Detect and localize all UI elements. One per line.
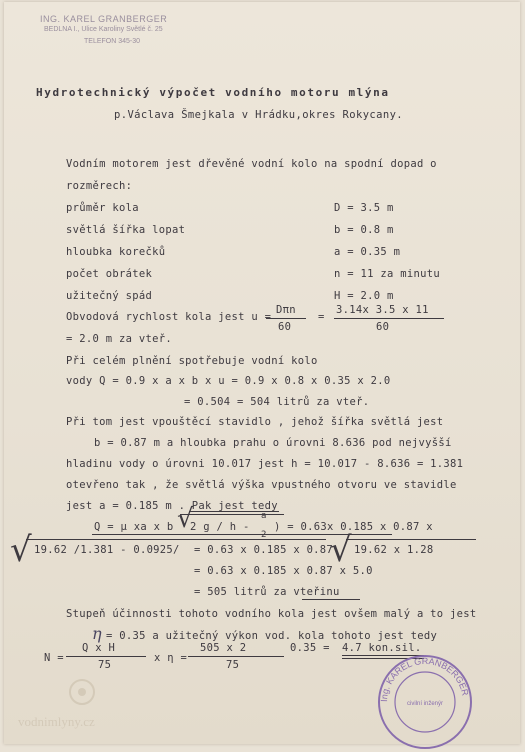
eq1-mid: 2 g / h - (190, 521, 250, 533)
eq3-line: = 0.63 x 0.185 x 0.87 x 5.0 (194, 565, 373, 577)
efficiency-line-1: Stupeň účinnosti tohoto vodního kola jest ovšem malý a to jest (66, 608, 477, 620)
spec-label: hloubka korečků (66, 246, 166, 258)
gate-line-5: jest a = 0.185 m . Pak jest tedy (66, 500, 278, 512)
spec-label: užitečný spád (66, 290, 153, 302)
document-subtitle: p.Václava Šmejkala v Hrádku,okres Rokycany. (114, 109, 404, 121)
sqrt-sign: √ (177, 504, 194, 534)
eta-symbol: η (92, 624, 102, 643)
spec-value: a = 0.35 m (334, 246, 401, 258)
eq2-part-c: 19.62 x 1.28 (354, 544, 434, 556)
spec-label: světlá šířka lopat (66, 224, 186, 236)
spec-value: n = 11 za minutu (334, 268, 440, 280)
eq1-frac-num: a (261, 511, 267, 521)
letterhead-address: BEDLNA I., Ulice Karoliny Světlé č. 25 (44, 26, 163, 33)
intro-line-1: Vodním motorem jest dřevěné vodní kolo na spodní dopad o (66, 158, 437, 170)
flow-line-2: vody Q = 0.9 x a x b x u = 0.9 x 0.8 x 0.35 x 2.0 (66, 375, 391, 387)
sqrt-bar (346, 539, 476, 540)
flow-line-3: = 0.504 = 504 litrů za vteř. (184, 396, 370, 408)
letterhead-phone: TELEFON 345-30 (84, 38, 141, 45)
eq2-part-b: = 0.63 x 0.185 x 0.87 (194, 544, 334, 556)
gate-line-3: hladinu vody o úrovni 10.017 jest h = 10.017 - 8.636 = 1.381 (66, 458, 464, 470)
document-page (4, 2, 520, 744)
spec-value: D = 3.5 m (334, 202, 394, 214)
fraction-bar (334, 318, 444, 319)
speed-frac2-num: 3.14x 3.5 x 11 (336, 304, 429, 316)
intro-line-2: rozměrech: (66, 180, 133, 192)
spec-value: H = 2.0 m (334, 290, 394, 302)
speed-prefix: Obvodová rychlost kola jest u = (66, 311, 272, 323)
eq1-frac-den: 2 (261, 530, 267, 540)
underline (302, 599, 360, 600)
stamp-ring-text: Ing. KAREL GRANBERGER (378, 655, 471, 703)
sqrt-sign: √ (10, 530, 32, 570)
speed-result: = 2.0 m za vteř. (66, 333, 172, 345)
power-result: 4.7 kon.sil. (342, 642, 422, 654)
letterhead-name: ING. KAREL GRANBERGER (40, 14, 168, 24)
speed-frac1-den: 60 (278, 321, 292, 333)
speed-frac1-num: Dπn (276, 304, 296, 316)
fraction-bar (66, 656, 146, 657)
eq1-left: Q = μ xa x b (94, 521, 174, 533)
gate-line-1: Při tom jest vpouštěcí stavidlo , jehož šířka světlá jest (66, 416, 444, 428)
svg-text:Ing. KAREL GRANBERGER (379, 656, 471, 702)
power-lhs: N = (44, 652, 64, 664)
speed-eq: = (318, 311, 325, 323)
power-rest: 0.35 = (290, 642, 330, 654)
speed-frac2-den: 60 (376, 321, 390, 333)
document-title: Hydrotechnický výpočet vodního motoru mlýna (36, 86, 390, 99)
underline (180, 514, 284, 515)
efficiency-line-2: = 0.35 a užitečný výkon vod. kola tohoto jest tedy (106, 630, 438, 642)
power-f2-den: 75 (226, 659, 240, 671)
power-f1-num: Q x H (82, 642, 116, 654)
flow-line-1: Při celém plnění spotřebuje vodní kolo (66, 355, 318, 367)
watermark (10, 678, 150, 738)
eq1-right: ) = 0.63x 0.185 x 0.87 x (274, 521, 433, 533)
power-mid: x η = (154, 652, 188, 664)
spec-label: průměr kola (66, 202, 139, 214)
eq4-line: = 505 litrů za vteřinu (194, 586, 340, 598)
gate-line-2: b = 0.87 m a hloubka prahu o úrovni 8.636 pod nejvyšší (94, 437, 452, 449)
fraction-bar (266, 318, 306, 319)
fraction-bar (188, 656, 284, 657)
sqrt-bar (26, 539, 326, 540)
watermark-text: vodnimlyny.cz (18, 714, 95, 729)
eq2-part-a: 19.62 /1.381 - 0.0925/ (34, 544, 180, 556)
round-stamp (372, 652, 478, 752)
spec-label: počet obrátek (66, 268, 153, 280)
stamp-inner-text: civilní inženýr (406, 701, 444, 707)
sqrt-sign: √ (330, 530, 352, 570)
spec-value: b = 0.8 m (334, 224, 394, 236)
power-f2-num: 505 x 2 (200, 642, 247, 654)
power-f1-den: 75 (98, 659, 112, 671)
gate-line-4: otevřeno tak , že světlá výška vpustného otvoru ve stavidle (66, 479, 457, 491)
